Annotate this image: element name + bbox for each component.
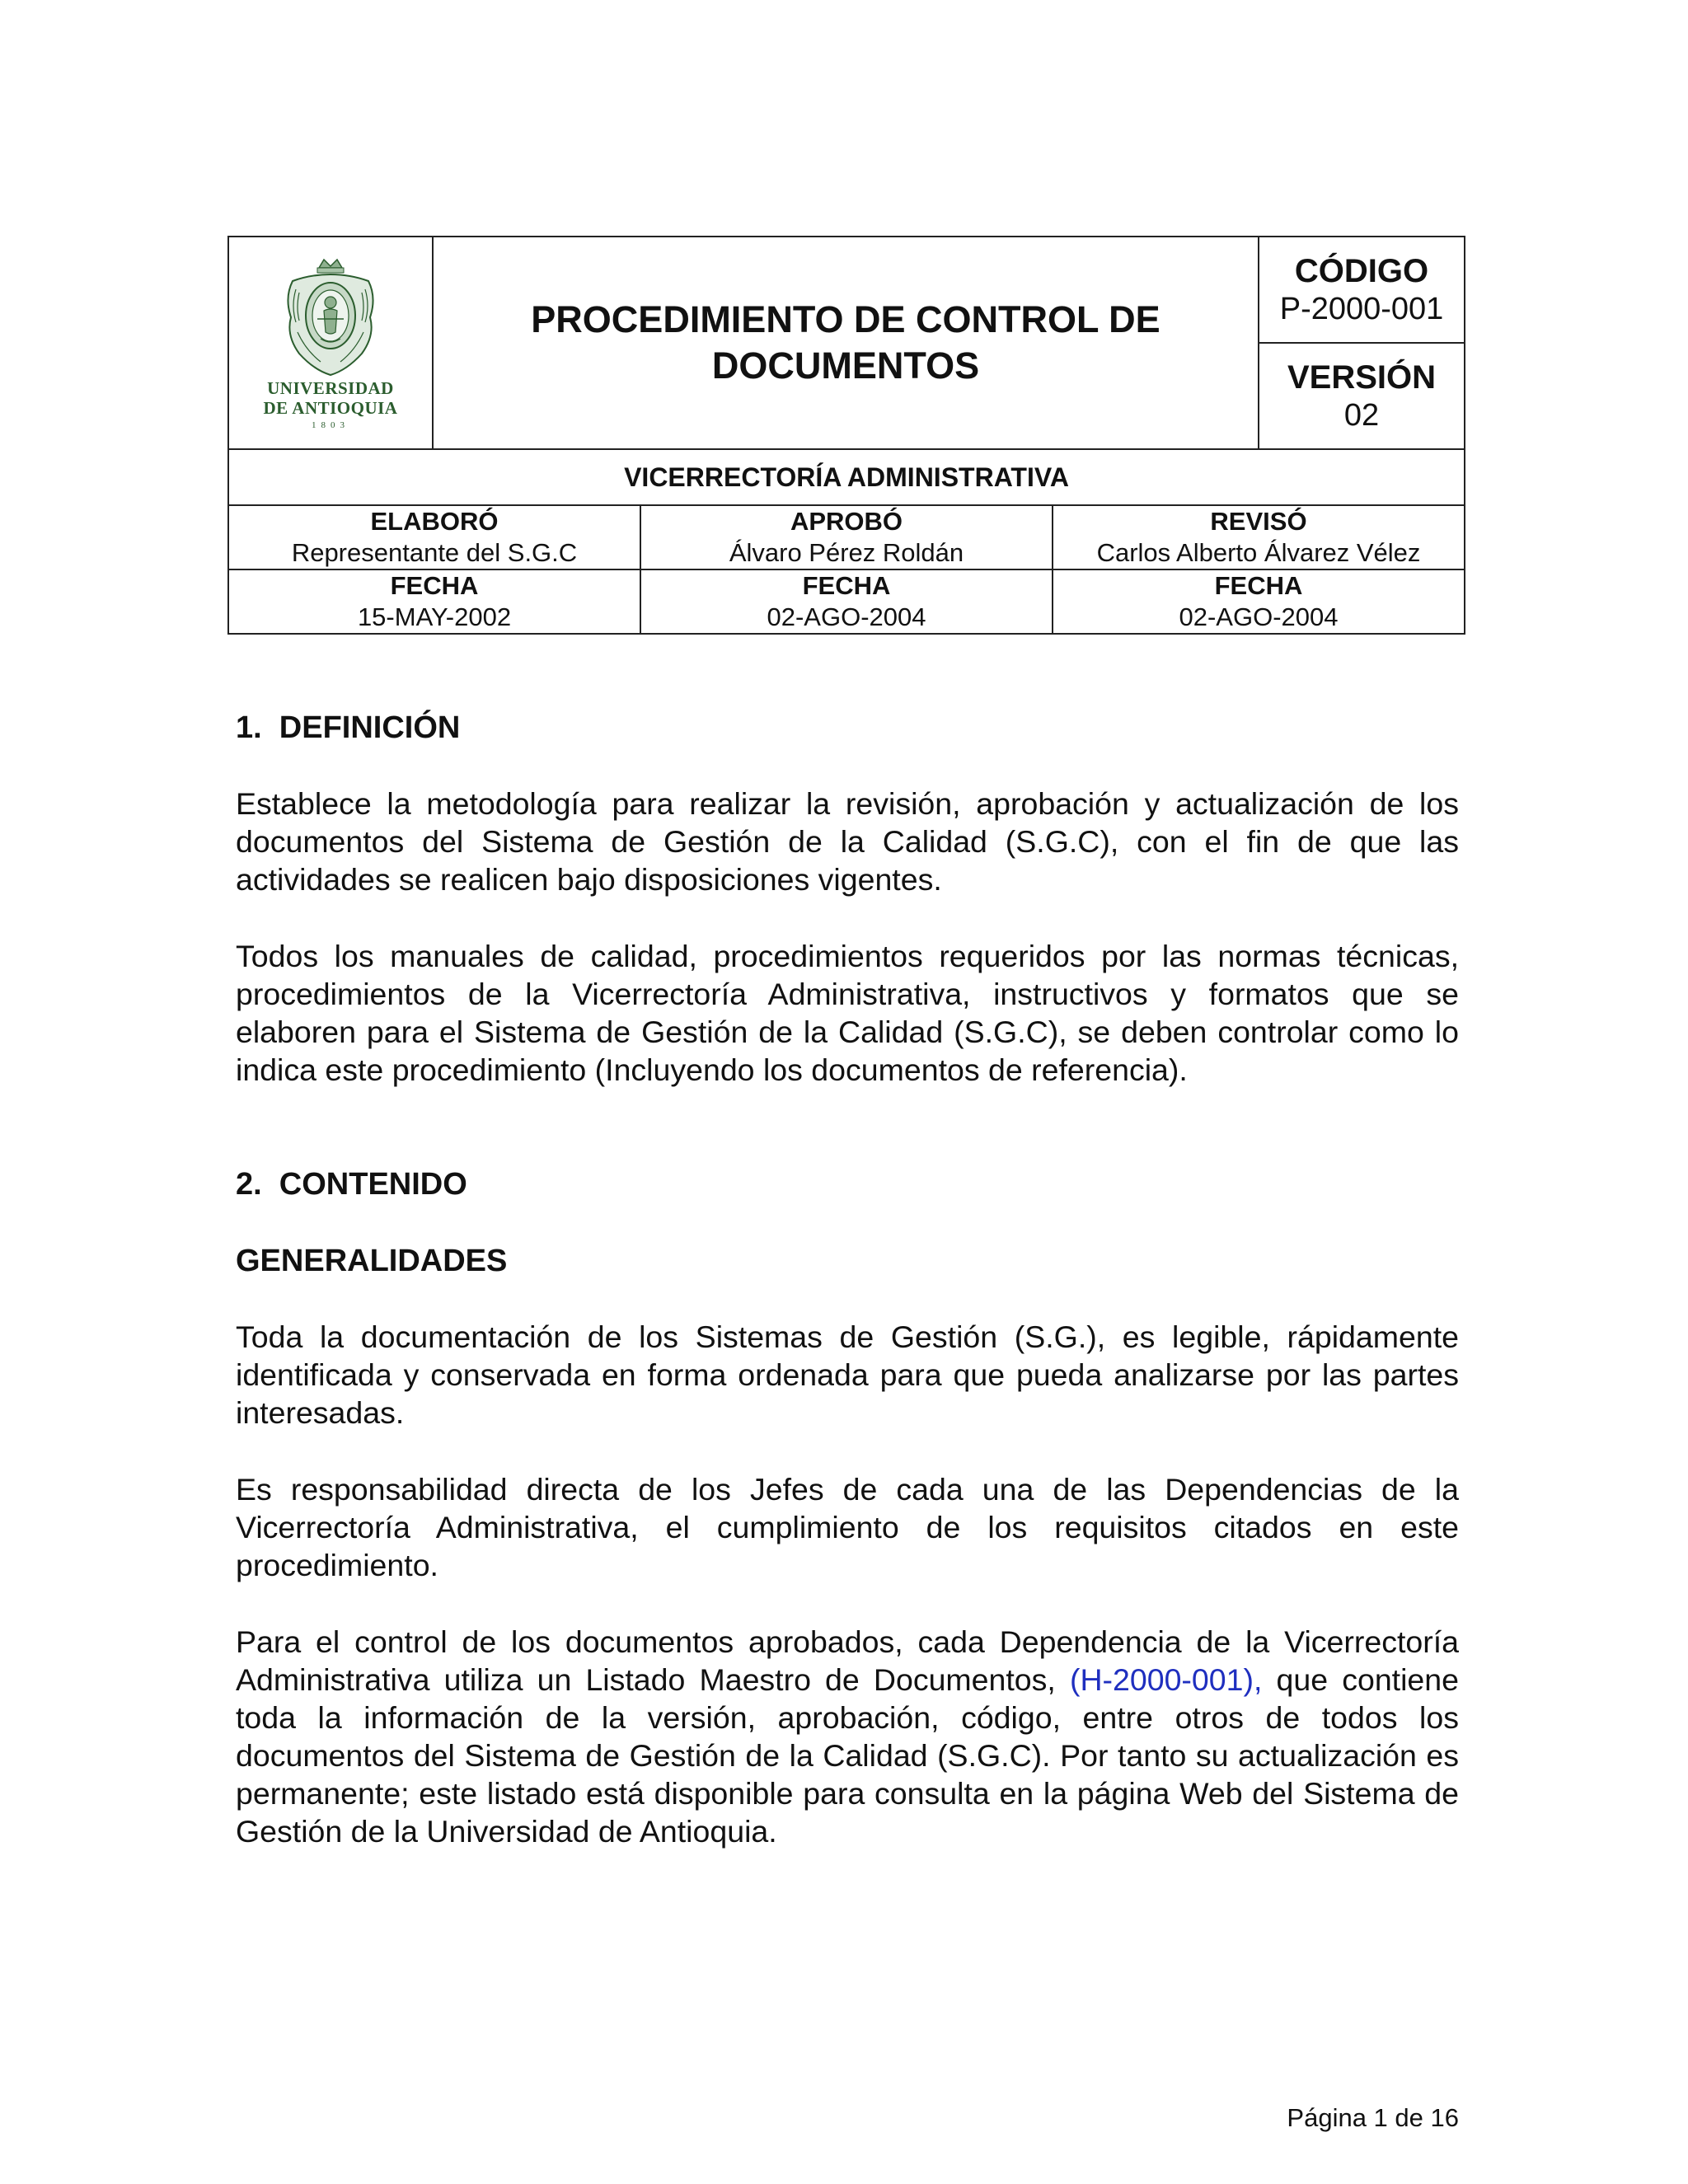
version-label: VERSIÓN — [1287, 359, 1437, 396]
logo-cell — [228, 237, 433, 449]
fecha-elaboro-value: 15-MAY-2002 — [357, 602, 512, 631]
paragraph: Es responsabilidad directa de los Jefes de cada una de las Dependencias de la Vicerrectoría Administrativa, el cumplimiento de los requisitos citados en este procedimiento. — [236, 1472, 1459, 1582]
paragraph: Toda la documentación de los Sistemas de Gestión (S.G.), es legible, rápidamente identificada y conservada en forma ordenada para que pueda analizarse por las partes interesadas. — [236, 1319, 1459, 1430]
logo-text-de-antioquia: DE ANTIOQUIA — [263, 397, 398, 418]
document-body — [236, 709, 1459, 1850]
fecha-reviso-value: 02-AGO-2004 — [1179, 602, 1339, 631]
document-header-table — [227, 236, 1465, 635]
aprobo-label: APROBÓ — [790, 507, 903, 536]
section-heading-definicion: 1. DEFINICIÓN — [236, 710, 461, 745]
version-value: 02 — [1343, 397, 1380, 433]
elaboro-cell — [228, 505, 640, 569]
fecha-reviso-cell — [1053, 569, 1465, 634]
department-name: VICERRECTORÍA ADMINISTRATIVA — [228, 449, 1465, 505]
paragraph: Todos los manuales de calidad, procedimientos requeridos por las normas técnicas, procedimientos de la Vicerrectoría Administrativa, instructivos y formatos que se elaboren para el Sistema de Gestión de la Calidad (S.G.C), se deben controlar como lo indica este procedimiento (Incluyendo los documentos de referencia). — [236, 939, 1459, 1087]
logo-text-universidad: UNIVERSIDAD — [267, 377, 394, 398]
paragraph-text: que contiene toda la información de la versión, aprobación, código, entre otros de todos los documentos del Sistema de Gestión de la Calidad (S.G.C). Por tanto su actualización es permanente; este listado está disponible para consulta en la página Web del Sistema de Gestión de la Universidad de Antioquia. — [236, 1662, 1459, 1849]
fecha-label: FECHA — [1214, 571, 1303, 600]
code-label: CÓDIGO — [1294, 252, 1429, 289]
fecha-label: FECHA — [390, 571, 479, 600]
paragraph-text: Para el control de los documentos aprobados, cada Dependencia de la Vicerrectoría Administrativa utiliza un Listado Maestro de Documentos, — [236, 1624, 1459, 1697]
reviso-label: REVISÓ — [1210, 507, 1307, 536]
reviso-value: Carlos Alberto Álvarez Vélez — [1096, 538, 1421, 567]
section-heading-contenido: 2. CONTENIDO — [236, 1167, 467, 1202]
version-cell — [1259, 343, 1465, 449]
reviso-cell — [1053, 505, 1465, 569]
aprobo-value: Álvaro Pérez Roldán — [729, 538, 964, 567]
fecha-aprobo-value: 02-AGO-2004 — [767, 602, 926, 631]
aprobo-cell — [640, 505, 1053, 569]
paragraph — [236, 1623, 1459, 1850]
logo-text-year: 1803 — [312, 419, 349, 430]
fecha-aprobo-cell — [640, 569, 1053, 634]
fecha-label: FECHA — [802, 571, 891, 600]
code-cell — [1259, 237, 1465, 343]
elaboro-value: Representante del S.G.C — [291, 538, 578, 567]
paragraph: Establece la metodología para realizar la revisión, aprobación y actualización de los documentos del Sistema de Gestión de la Calidad (S.G.C), con el fin de que las actividades se realicen bajo disposiciones vigentes. — [236, 786, 1459, 897]
university-seal-icon — [281, 256, 380, 378]
listado-maestro-link[interactable]: (H-2000-001), — [1069, 1662, 1263, 1697]
code-value: P-2000-001 — [1279, 291, 1444, 326]
elaboro-label: ELABORÓ — [370, 507, 499, 536]
subheading-generalidades: GENERALIDADES — [236, 1244, 508, 1278]
fecha-elaboro-cell — [228, 569, 640, 634]
document-title: PROCEDIMIENTO DE CONTROL DE DOCUMENTOS — [433, 237, 1259, 449]
university-logo — [229, 256, 432, 430]
page-number: Página 1 de 16 — [1287, 2103, 1459, 2132]
